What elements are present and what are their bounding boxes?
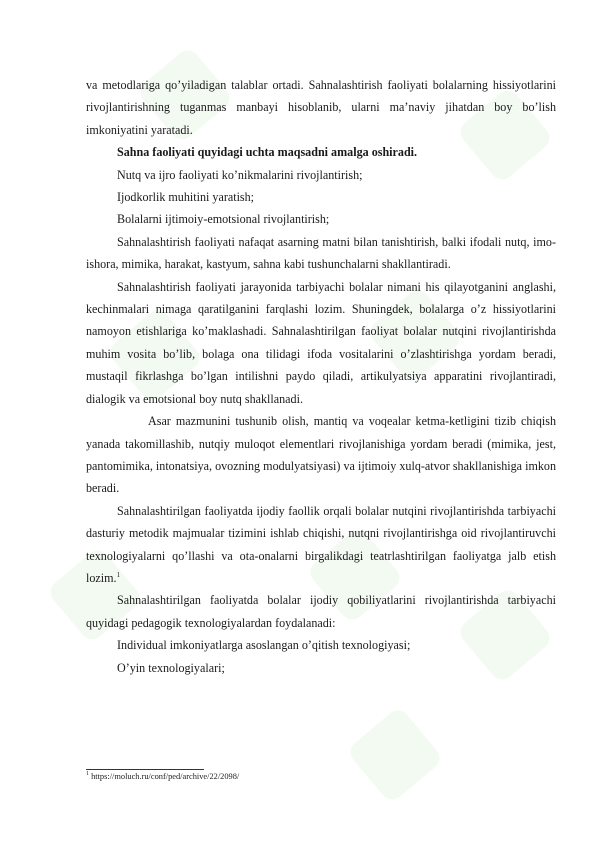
paragraph: Sahnalashtirilgan faoliyatda bolalar ijodiy qobiliyatlarini rivojlantirishda tarbiyachi quyidagi pedagogik texnologiyalardan foydalanadi: bbox=[86, 593, 556, 630]
footnote-reference: 1 bbox=[116, 570, 121, 579]
paragraph-text: Sahnalashtirilgan faoliyatda ijodiy faollik orqali bolalar nutqini rivojlantirishda tarbiyachi dasturiy metodik majmualar tizimini ishlab chiqishi, nutqni rivojlantirishga oid rivojlantiruvchi texnologiyalarni qo’llashi va ota-onalarni birgalikdagi teatrlashtirilgan faoliyatga jalb etish lozim. bbox=[86, 503, 556, 585]
list-item: Individual imkoniyatlarga asoslangan o’qitish texnologiyasi; bbox=[117, 638, 411, 653]
footnote-number: 1 bbox=[86, 771, 89, 778]
paragraph: Sahnalashtirish faoliyati nafaqat asarning matni bilan tanishtirish, balki ifodali nutq, imo-ishora, mimika, harakat, kastyum, sahna kabi tushunchalarni shakllantiradi. bbox=[86, 234, 556, 272]
section-heading: Sahna faoliyati quyidagi uchta maqsadni amalga oshiradi. bbox=[117, 145, 418, 160]
watermark-logo bbox=[346, 706, 445, 805]
paragraph: va metodlariga qo’yiladigan talablar ortadi. Sahnalashtirish faoliyati bolalarning hissiyotlarini rivojlantirishning tuganmas manbayi hisoblanib, ularni ma’naviy jihatdan boy bo’lish imkoniyatini yaratadi. bbox=[86, 78, 556, 137]
paragraph: Asar mazmunini tushunib olish, mantiq va voqealar ketma-ketligini tizib chiqish yanada takomillashib, nutqiy muloqot elementlari rivojlanishiga yordam beradi (mimika, jest, pantomimika, intonatsiya, ovozning modulyatsiyasi) va ijtimoiy xulq-atvor shakllanishiga imkon beradi. bbox=[86, 414, 556, 496]
footnote-link[interactable]: https://moluch.ru/conf/ped/archive/22/2098/ bbox=[91, 772, 240, 781]
document-page bbox=[86, 74, 556, 679]
list-item: Nutq va ijro faoliyati ko’nikmalarini rivojlantirish; bbox=[117, 167, 363, 182]
footnote-divider bbox=[86, 769, 204, 770]
paragraph: Sahnalashtirish faoliyati jarayonida tarbiyachi bolalar nimani his qilayotganini anglashi, kechinmalari nimaga qaratilganini farqlashi lozim. Shuningdek, bolalarga o’z hissiyotlarini namoyon etishlariga ko’maklashadi. Sahnalashtirilgan faoliyat bolalar nutqini rivojlantirishda muhim vosita bo’lib, bolaga ona tilidagi ifoda vositalarini o’zlashtirishga yordam beradi, mustaqil fikrlashga bo’lgan intilishni paydo qiladi, artikulyatsiya apparatini rivojlantiradi, dialogik va emotsional boy nutq shakllanadi. bbox=[86, 279, 556, 406]
list-item: Bolalarni ijtimoiy-emotsional rivojlantirish; bbox=[117, 212, 330, 227]
footnote bbox=[86, 771, 239, 783]
paragraph-with-footnote bbox=[86, 500, 556, 590]
list-item: Ijodkorlik muhitini yaratish; bbox=[117, 190, 255, 205]
list-item: O’yin texnologiyalari; bbox=[117, 660, 225, 675]
